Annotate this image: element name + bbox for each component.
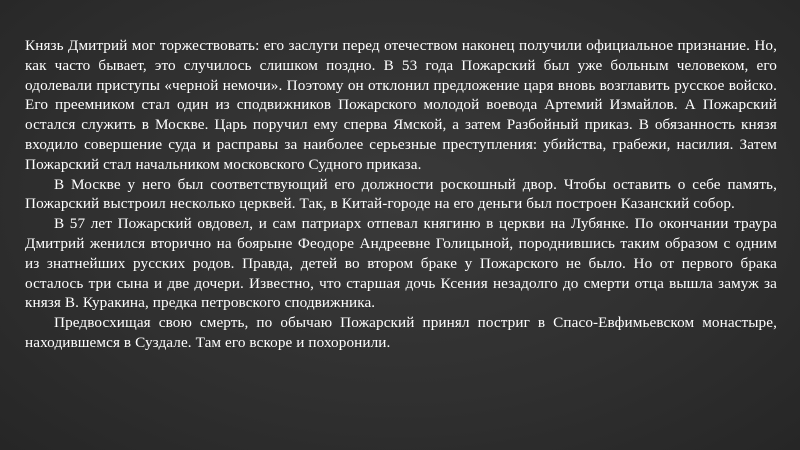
text-block [25, 36, 777, 353]
paragraph-2: В Москве у него был соответствующий его должности роскошный двор. Чтобы оставить о себе память, Пожарский выстроил несколько церквей. Так, в Китай-городе на его деньги был построен Казанский собор. [25, 175, 777, 213]
paragraph-1: Князь Дмитрий мог торжествовать: его заслуги перед отечеством наконец получили официальное признание. Но, как часто бывает, это случилось слишком поздно. В 53 года Пожарский был уже больным человеком, его одолевали приступы «черной немочи». Поэтому он отклонил предложение царя вновь возглавить русское войско. Его преемником стал один из сподвижников Пожарского молодой воевода Артемий Измайлов. А Пожарский остался служить в Москве. Царь поручил ему сперва Ямской, а затем Разбойный приказ. В обязанность князя входило совершение суда и расправы за наиболее серьезные преступления: убийства, грабежи, насилия. Затем Пожарский стал начальником московского Судного приказа. [25, 37, 777, 173]
paragraph-4: Предвосхищая свою смерть, по обычаю Пожарский принял постриг в Спасо-Евфимьевском монастыре, находившемся в Суздале. Там его вскоре и похоронили. [25, 314, 777, 351]
paragraph-3: В 57 лет Пожарский овдовел, и сам патриарх отпевал княгиню в церкви на Лубянке. По окончании траура Дмитрий женился вторично на боярыне Феодоре Андреевне Голицыной, породнившись таким образом с одним из знатнейших русских родов. Правда, детей во втором браке у Пожарского не было. Но от первого брака осталось три сына и две дочери. Известно, что старшая дочь Ксения незадолго до смерти отца вышла замуж за князя В. Куракина, предка петровского сподвижника. [25, 215, 777, 312]
